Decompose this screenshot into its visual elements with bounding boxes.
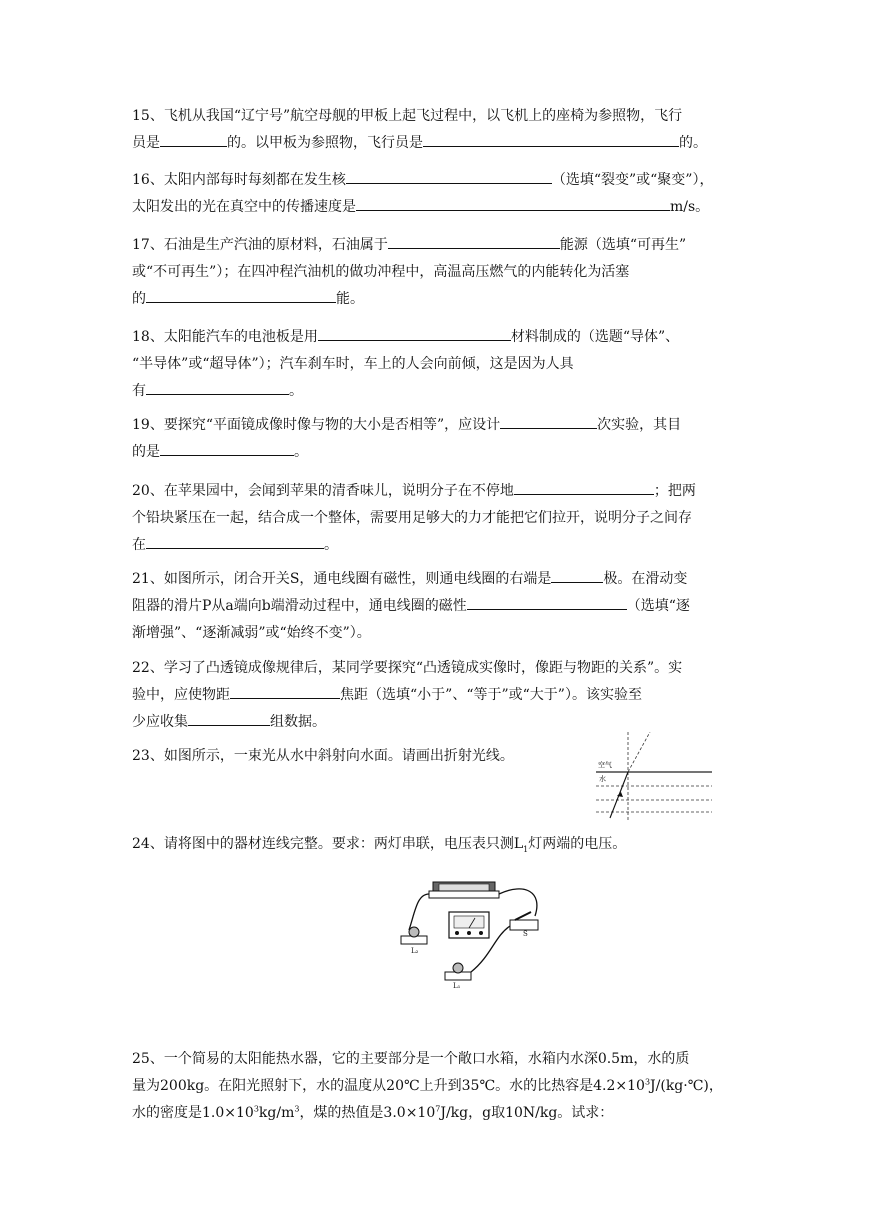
- answer-blank[interactable]: [356, 195, 670, 211]
- question-17: [132, 232, 742, 313]
- q24-line-1: 24、请将图中的器材连线完整。要求：两灯串联，电压表只测$L_1$灯两端的电压。: [132, 836, 627, 854]
- answer-blank[interactable]: [346, 168, 552, 184]
- answer-blank[interactable]: [551, 567, 603, 583]
- q18-line-3: 有 。: [132, 378, 742, 405]
- q19-line-1: 19、要探究“平面镜成像时像与物的大小是否相等”，应设计 次实验，其目: [132, 412, 742, 439]
- q17-line-2: 或“不可再生”）；在四冲程汽油机的做功冲程中，高温高压燃气的内能转化为活塞: [132, 264, 630, 280]
- q25-line-2: 量为200kg。在阳光照射下，水的温度从20℃上升到35℃。水的比热容是$4.2\times 10^3J/(kg\cdot℃)$，: [132, 1077, 723, 1094]
- q22-line-3: 少应收集 组数据。: [132, 709, 742, 736]
- answer-blank[interactable]: [146, 533, 324, 549]
- answer-blank[interactable]: [146, 287, 336, 303]
- question-24: [132, 831, 742, 858]
- q18-line-1: 18、太阳能汽车的电池板是用 材料制成的（选题“导体”、: [132, 324, 742, 351]
- q25-line-3: 水的密度是$1.0\times 10^3kg/m^3$，煤的热值是$3.0\times 10^7J/kg$，g取10N/kg。试求：: [132, 1104, 614, 1121]
- l2-label: L₂: [411, 947, 419, 955]
- answer-blank[interactable]: [500, 413, 597, 429]
- answer-blank[interactable]: [160, 131, 227, 147]
- q20-line-2: 个铅块紧压在一起，结合成一个整体，需要用足够大的力才能把它们拉开，说明分子之间存: [132, 510, 692, 526]
- question-20: [132, 478, 742, 559]
- answer-blank[interactable]: [230, 683, 340, 699]
- q20-line-3: 在 。: [132, 532, 742, 559]
- answer-blank[interactable]: [188, 710, 270, 726]
- answer-blank[interactable]: [423, 131, 679, 147]
- q22-line-1: 22、学习了凸透镜成像规律后，某同学要探究“凸透镜成实像时，像距与物距的关系”。实: [132, 660, 683, 676]
- answer-blank[interactable]: [467, 594, 627, 610]
- q22-line-2: 验中，应使物距 焦距（选填“小于”、“等于”或“大于”）。该实验至: [132, 682, 742, 709]
- air-label: 空气: [598, 761, 612, 769]
- answer-blank[interactable]: [160, 440, 294, 456]
- q16-line-1: 16、太阳内部每时每刻都在发生核 （选填“裂变”或“聚变”），: [132, 167, 742, 194]
- q21-line-2: 阻器的滑片P从a端向b端滑动过程中，通电线圈的磁性 （选填“逐: [132, 593, 742, 620]
- question-15: [132, 103, 742, 157]
- answer-blank[interactable]: [514, 479, 654, 495]
- q18-line-2: “半导体”或“超导体”）；汽车刹车时，车上的人会向前倾，这是因为人具: [132, 356, 574, 372]
- question-21: [132, 566, 742, 647]
- q19-line-2: 的是 。: [132, 439, 742, 466]
- question-18: [132, 324, 742, 405]
- circuit-figure: [395, 872, 545, 997]
- water-label: 水: [599, 775, 606, 783]
- q15-line-1: 15、飞机从我国“辽宁号”航空母舰的甲板上起飞过程中，以飞机上的座椅为参照物，飞行: [132, 108, 683, 124]
- s-label: S: [523, 930, 528, 938]
- question-22: [132, 655, 742, 736]
- q23-line-1: 23、如图所示，一束光从水中斜射向水面。请画出折射光线。: [132, 748, 514, 764]
- question-25: [132, 1046, 742, 1127]
- question-19: [132, 412, 742, 466]
- answer-blank[interactable]: [318, 325, 511, 341]
- q20-line-1: 20、在苹果园中，会闻到苹果的清香味儿，说明分子在不停地 ；把两: [132, 478, 742, 505]
- q15-line-2: 员是 的。以甲板为参照物，飞行员是 的。: [132, 130, 742, 157]
- l1-label: L₁: [453, 982, 461, 990]
- answer-blank[interactable]: [146, 379, 289, 395]
- refraction-figure: [588, 732, 714, 822]
- answer-blank[interactable]: [388, 233, 560, 249]
- q21-line-1: 21、如图所示，闭合开关S，通电线圈有磁性，则通电线圈的右端是 极。在滑动变: [132, 566, 742, 593]
- q17-line-1: 17、石油是生产汽油的原材料，石油属于 能源（选填“可再生”: [132, 232, 742, 259]
- question-16: [132, 167, 742, 221]
- q21-line-3: 渐增强”、“逐渐减弱”或“始终不变”）。: [132, 625, 371, 641]
- q16-line-2: 太阳发出的光在真空中的传播速度是 m/s。: [132, 194, 742, 221]
- q25-line-1: 25、一个简易的太阳能热水器，它的主要部分是一个敞口水箱，水箱内水深0.5m，水的质: [132, 1051, 690, 1067]
- q17-line-3: 的 能。: [132, 286, 742, 313]
